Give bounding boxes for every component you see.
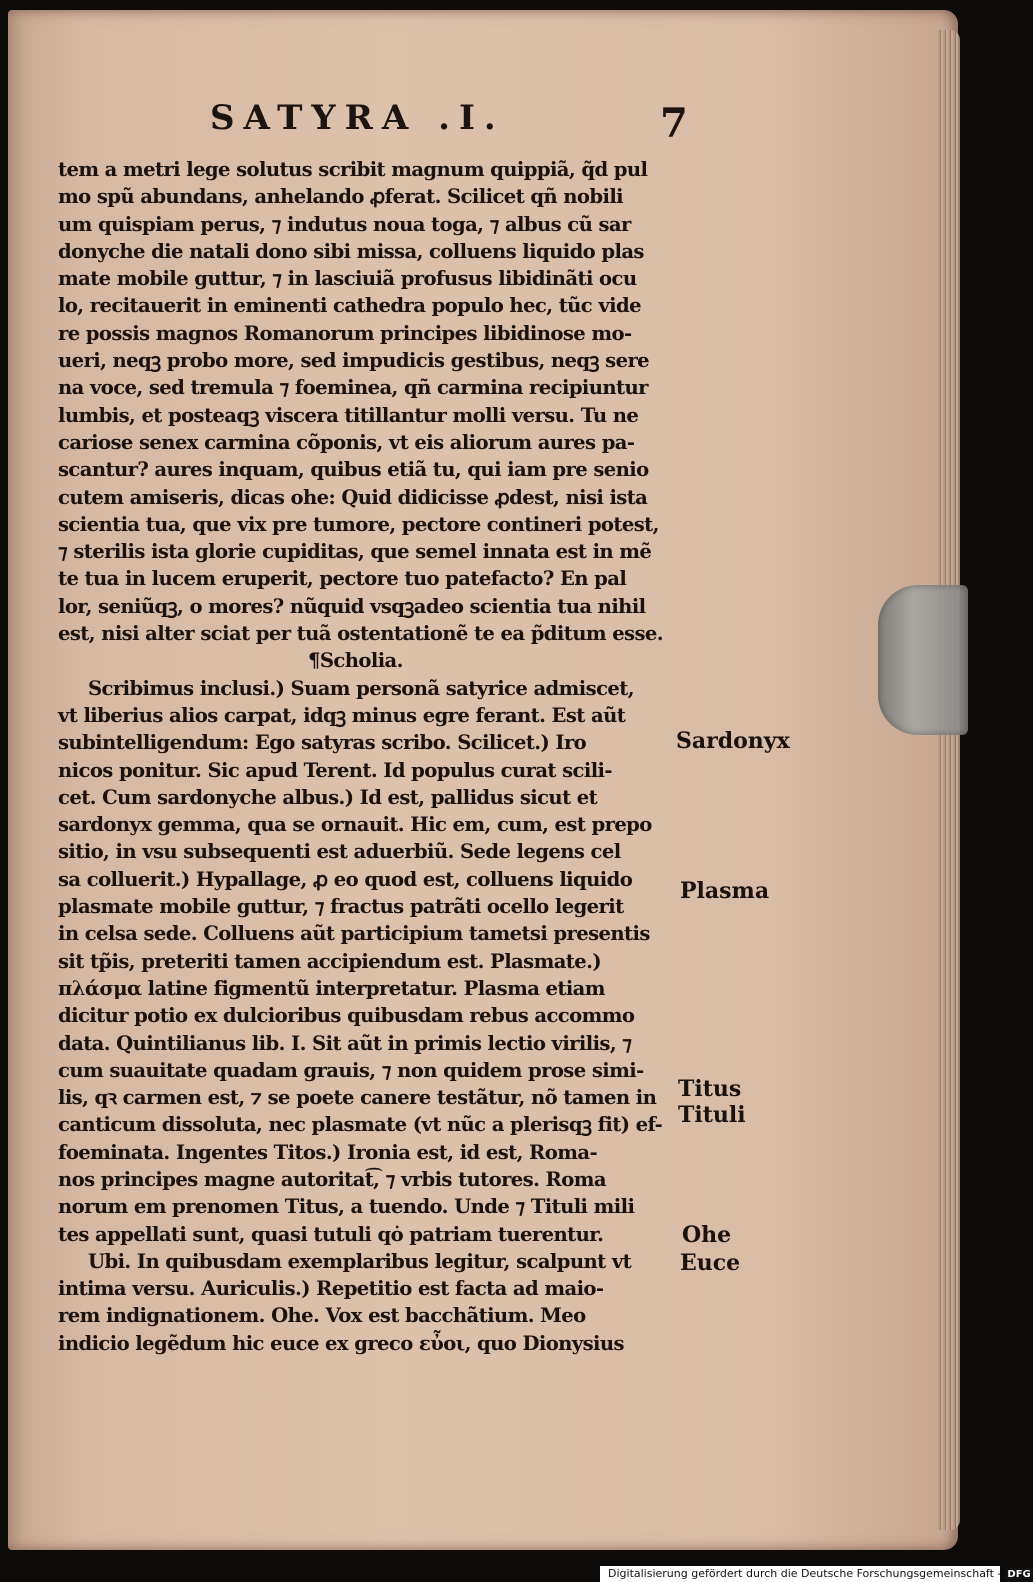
text-line: lor, seniũqꝫ, o mores? nũquid vsqꝫadeo scientia tua nihil <box>58 594 646 618</box>
running-header <box>210 98 690 148</box>
text-line: donyche die natali dono sibi missa, colluens liquido plas <box>58 239 644 263</box>
text-line: lo, recitauerit in eminenti cathedra populo hec, tũc vide <box>58 294 641 318</box>
scholia-line: sardonyx gemma, qua se ornauit. Hic em, cum, est prepo <box>58 813 652 837</box>
scholia-line: tes appellati sunt, quasi tutuli qȯ patriam tuerentur. <box>58 1222 604 1246</box>
margin-note-euce: Euce <box>680 1250 741 1276</box>
scholia-line: dicitur potio ex dulcioribus quibusdam rebus accommo <box>58 1004 635 1028</box>
text-line: te tua in lucem eruperit, pectore tuo patefacto? En pal <box>58 567 627 591</box>
bookmark-tab <box>878 585 968 735</box>
scholia-line: data. Quintilianus lib. I. Sit aũt in primis lectio virilis, ⁊ <box>58 1031 632 1055</box>
text-line: um quispiam perus, ⁊ indutus noua toga, ⁊ albus cũ sar <box>58 212 631 236</box>
scholia-line: Ubi. In quibusdam exemplaribus legitur, scalpunt vt <box>88 1249 632 1273</box>
text-line: lumbis, et posteaqꝫ viscera titillantur molli versu. Tu ne <box>58 403 639 427</box>
margin-note-plasma: Plasma <box>680 878 770 904</box>
page-number: 7 <box>660 100 688 147</box>
margin-note-ohe: Ohe <box>682 1222 732 1248</box>
scholia-line: intima versu. Auriculis.) Repetitio est facta ad maio- <box>58 1277 604 1301</box>
scholia-line: nos principes magne autoritat͡, ⁊ vrbis tutores. Roma <box>58 1167 606 1191</box>
scholia-line: sa colluerit.) Hypallage, ꝓ eo quod est, colluens liquido <box>58 867 633 891</box>
margin-note-titus: Titus <box>678 1076 742 1102</box>
text-line: mate mobile guttur, ⁊ in lasciuiã profusus libidinãti ocu <box>58 267 637 291</box>
text-line: ueri, neqꝫ probo more, sed impudicis gestibus, neqꝫ sere <box>58 349 650 373</box>
scholia-line: sitio, in vsu subsequenti est aduerbiũ. Sede legens cel <box>58 840 621 864</box>
scholia-heading: ¶Scholia. <box>308 649 403 673</box>
text-line: mo spũ abundans, anhelando ꝓferat. Scilicet qñ nobili <box>58 185 624 209</box>
scholia-line: sit tp̃is, preteriti tamen accipiendum est. Plasmate.) <box>58 949 602 973</box>
scholia-line: lis, qꝛ carmen est, ⁊ se poete canere testãtur, nõ tamen in <box>58 1086 657 1110</box>
text-line: ⁊ sterilis ista glorie cupiditas, que semel innata est in mẽ <box>58 540 652 564</box>
text-line: cutem amiseris, dicas ohe: Quid didicisse ꝓdest, nisi ista <box>58 485 648 509</box>
scholia-line: canticum dissoluta, nec plasmate (vt nũc a plerisqꝫ fit) ef- <box>58 1113 663 1137</box>
dfg-logo: DFG <box>1007 1569 1031 1580</box>
running-title: SATYRA .I. <box>210 98 505 138</box>
margin-note-sardonyx: Sardonyx <box>676 728 790 754</box>
scholia-line: plasmate mobile guttur, ⁊ fractus patrãti ocello legerit <box>58 895 624 919</box>
scholia-line: cet. Cum sardonyche albus.) Id est, pallidus sicut et <box>58 785 598 809</box>
scholia-line: foeminata. Ingentes Titos.) Ironia est, id est, Roma- <box>58 1140 597 1164</box>
scholia-line: nicos ponitur. Sic apud Terent. Id populus curat scili- <box>58 758 612 782</box>
digitization-credit <box>600 1566 1031 1582</box>
credit-text: Digitalisierung gefördert durch die Deutsche Forschungsgemeinschaft - <box>608 1567 1002 1580</box>
scholia-line: in celsa sede. Colluens aũt participium tametsi presentis <box>58 922 650 946</box>
text-line: re possis magnos Romanorum principes libidinose mo- <box>58 321 632 345</box>
show-through-text <box>690 330 770 480</box>
scholia-line: norum em prenomen Titus, a tuendo. Unde ⁊ Tituli mili <box>58 1195 635 1219</box>
scholia-line: Scribimus inclusi.) Suam personã satyrice admiscet, <box>88 676 634 700</box>
text-line: scantur? aures inquam, quibus etiã tu, qui iam pre senio <box>58 458 649 482</box>
text-line: na voce, sed tremula ⁊ foeminea, qñ carmina recipiuntur <box>58 376 648 400</box>
text-line: scientia tua, que vix pre tumore, pectore contineri potest, <box>58 512 659 536</box>
scholia-line: πλάσμα latine figmentũ interpretatur. Plasma etiam <box>58 976 605 1000</box>
text-line: tem a metri lege solutus scribit magnum quippiã, q̃d pul <box>58 158 648 181</box>
page-edge <box>938 30 960 1530</box>
text-line: cariose senex carmina cõponis, vt eis aliorum aures pa- <box>58 430 635 454</box>
scholia-line: cum suauitate quadam grauis, ⁊ non quidem prose simi- <box>58 1058 644 1082</box>
scholia-line: indicio legẽdum hic euce ex greco εὖοι, quo Dionysius <box>58 1331 624 1355</box>
margin-note-tituli: Tituli <box>678 1102 746 1128</box>
text-line: est, nisi alter sciat per tuã ostentationẽ te ea p̃ditum esse. <box>58 622 664 646</box>
scholia-line: vt liberius alios carpat, idqꝫ minus egre ferant. Est aũt <box>58 703 626 727</box>
main-text <box>58 156 670 1357</box>
scholia-line: rem indignationem. Ohe. Vox est bacchãtium. Meo <box>58 1304 586 1328</box>
scholia-line: subintelligendum: Ego satyras scribo. Scilicet.) Iro <box>58 731 587 755</box>
